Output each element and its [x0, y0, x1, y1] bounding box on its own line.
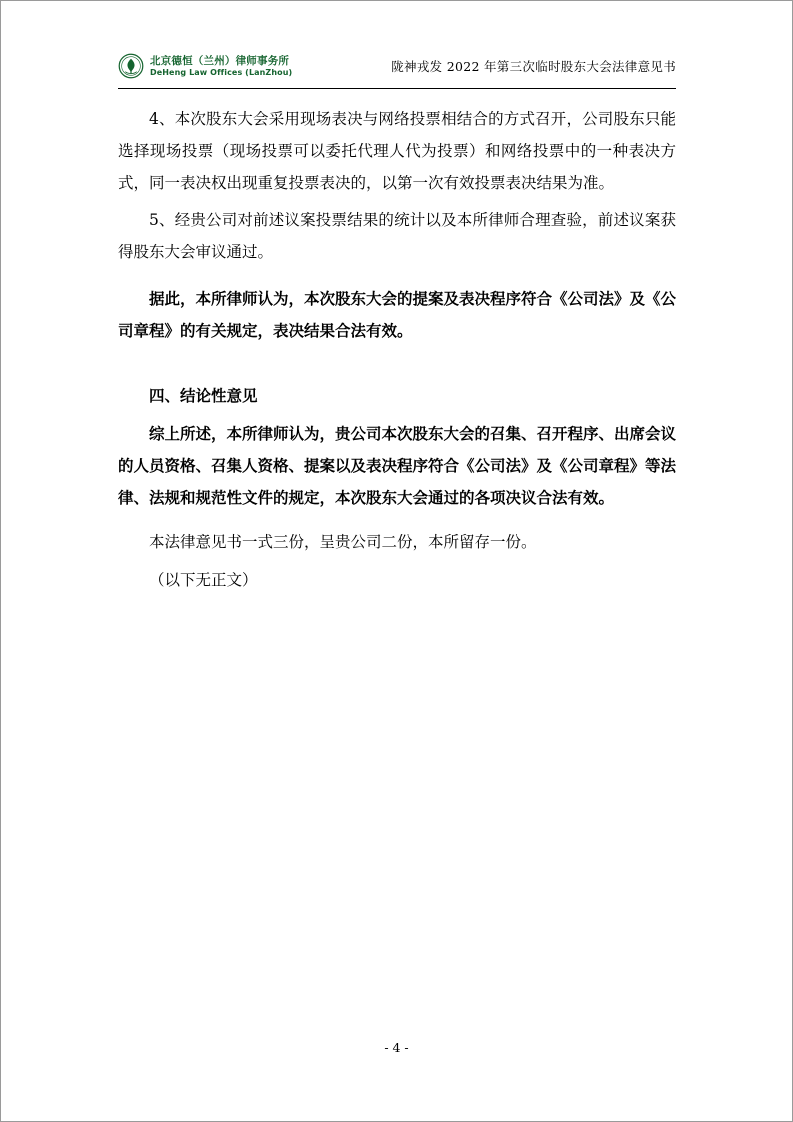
section-heading-conclusion: 四、结论性意见	[149, 386, 258, 406]
paragraph-conclusion-statement: 据此，本所律师认为，本次股东大会的提案及表决程序符合《公司法》及《公司章程》的有关规定，表决结果合法有效。	[118, 288, 677, 340]
deheng-tree-emblem-icon	[118, 53, 144, 79]
paragraph-no-text-below: （以下无正文）	[149, 571, 258, 590]
document-body	[118, 104, 676, 599]
paragraph-clause-5: 5、经贵公司对前述议案投票结果的统计以及本所律师合理查验，前述议案获得股东大会审议通过。	[118, 211, 676, 262]
document-header-title: 陇神戎发 2022 年第三次临时股东大会法律意见书	[391, 59, 676, 74]
paragraph-final-opinion: 综上所述，本所律师认为，贵公司本次股东大会的召集、召开程序、出席会议的人员资格、召集人资格、提案以及表决程序符合《公司法》及《公司章程》等法律、法规和规范性文件的规定，本次股东大会通过的各项决议合法有效。	[118, 424, 677, 507]
firm-identity	[118, 53, 292, 79]
paragraph-copies-note: 本法律意见书一式三份，呈贵公司二份，本所留存一份。	[149, 533, 537, 552]
page-header	[118, 44, 676, 88]
header-divider	[118, 88, 676, 89]
page-number: - 4 -	[384, 1040, 409, 1055]
firm-name-block	[150, 55, 292, 77]
firm-name-en: DeHeng Law Offices (LanZhou)	[150, 67, 293, 77]
firm-name-cn: 北京德恒（兰州）律师事务所	[150, 54, 290, 67]
paragraph-clause-4: 4、本次股东大会采用现场表决与网络投票相结合的方式召开，公司股东只能选择现场投票（现场投票可以委托代理人代为投票）和网络投票中的一种表决方式，同一表决权出现重复投票表决的，以第一次有效投票表决结果为准。	[118, 110, 676, 192]
